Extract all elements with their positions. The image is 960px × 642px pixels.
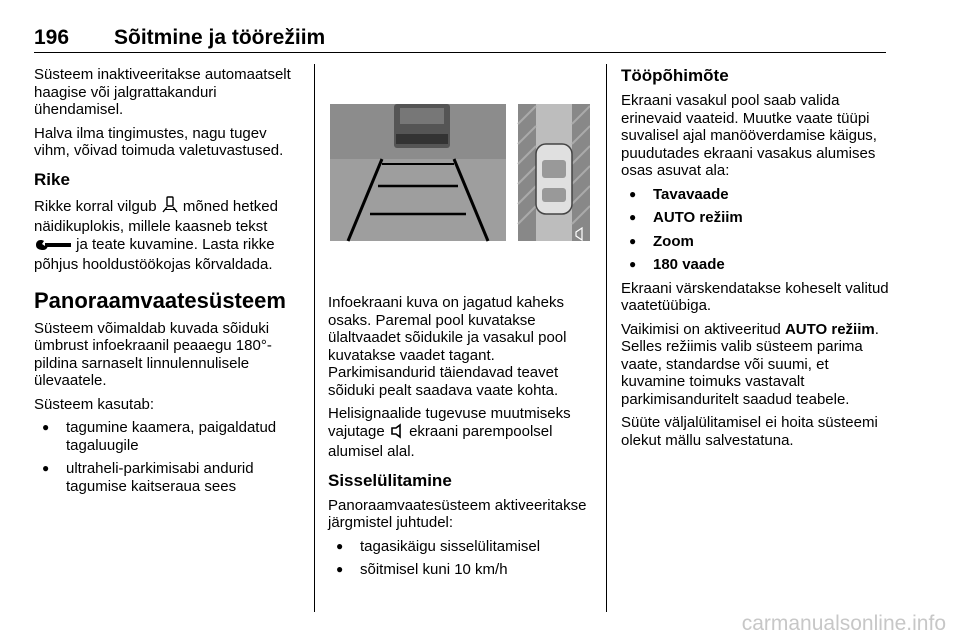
- page-header: [34, 26, 886, 50]
- heading-panoraamvaatesusteem: Panoraamvaatesüsteem: [34, 287, 286, 313]
- paragraph-activation: Panoraamvaatesüsteem aktiveeritakse järgmistel juhtudel:: [328, 496, 587, 531]
- speaker-volume-icon: [389, 423, 405, 444]
- list-item: ● 180 vaade: [621, 256, 891, 274]
- column-divider-1: [314, 64, 315, 612]
- paragraph-fault: Rikke korral vilgub mõned hetked näidikuplokis, millele kaasneb tekst ja teate kuvamine. Lasta rikke põhjus hooldustöökojas kõrvaldada.: [34, 197, 278, 273]
- list-item: ● Tavavaade: [621, 186, 891, 204]
- heading-rike: Rike: [34, 169, 70, 189]
- list-item: ● tagasikäigu sisselülitamisel: [328, 538, 590, 556]
- paragraph-ignition-off: Süüte väljalülitamisel ei hoita süsteemi olekut mällu salvestatuna.: [621, 414, 878, 449]
- paragraph-refresh: Ekraani värskendatakse koheselt valitud vaatetüübiga.: [621, 279, 889, 314]
- heading-toopohimote: Tööpõhimõte: [621, 66, 729, 85]
- list-system-components: [34, 419, 302, 495]
- list-item: ● Zoom: [621, 233, 891, 251]
- list-view-types: [621, 186, 891, 274]
- parking-camera-warning-icon: [161, 196, 179, 219]
- page-title: Sõitmine ja töörežiim: [114, 26, 326, 49]
- column-2: [328, 294, 590, 585]
- header-rule: [34, 52, 886, 53]
- panorama-camera-illustration: [330, 104, 590, 244]
- paragraph-split-display: Infoekraani kuva on jagatud kaheks osaks. Paremal pool kuvatakse ülaltvaadet sõidukile ja vasakul pool kuvatakse vaadet tagant. Parkimisandurid täiendavad teavet sõiduki pealt saadava vaate kohta.: [328, 294, 567, 399]
- paragraph-volume: Helisignaalide tugevuse muutmiseks vajutage ekraani parempoolsel alumisel alal.: [328, 405, 571, 460]
- list-item: ● ultraheli-parkimisabi andurid tagumise kaitseraua sees: [34, 460, 302, 495]
- paragraph-bad-weather: Halva ilma tingimustes, nagu tugev vihm, võivad toimuda valetuvastused.: [34, 124, 284, 159]
- list-item: ● tagumine kaamera, paigaldatud tagaluugile: [34, 419, 302, 454]
- page-number: 196: [34, 26, 70, 49]
- list-item: ● AUTO režiim: [621, 209, 891, 227]
- watermark: carmanualsonline.info: [741, 612, 946, 635]
- heading-sisselulitamine: Sisselülitamine: [328, 470, 452, 490]
- column-divider-2: [606, 64, 607, 612]
- column-3: [621, 66, 891, 455]
- paragraph-auto-mode: Vaikimisi on aktiveeritud AUTO režiim. Selles režiimis valib süsteem parima vaate, standardse või suumi, et kuvamine toimuks vastavalt parkimisanduritelt saadud teabele.: [621, 320, 879, 408]
- list-item: ● sõitmisel kuni 10 km/h: [328, 561, 590, 579]
- wrench-icon: [34, 238, 72, 257]
- paragraph-system-intro: Süsteem võimaldab kuvada sõiduki ümbrust infoekraanil peaaegu 180°-pildina sarnaselt linnulennulisele ülevaatele.: [34, 319, 272, 389]
- paragraph-view-selection: Ekraani vasakul pool saab valida erinevaid vaateid. Muutke vaate tüüpi suvalisel ajal manööverdamise käigus, puudutades ekraani vasakus alumises osas asuvat ala:: [621, 92, 877, 179]
- list-activation-conditions: [328, 538, 590, 579]
- column-1: [34, 66, 302, 501]
- paragraph-system-uses: Süsteem kasutab:: [34, 395, 155, 413]
- paragraph-trailer-deactivation: Süsteem inaktiveeritakse automaatselt haagise või jalgrattakanduri ühendamisel.: [34, 66, 291, 118]
